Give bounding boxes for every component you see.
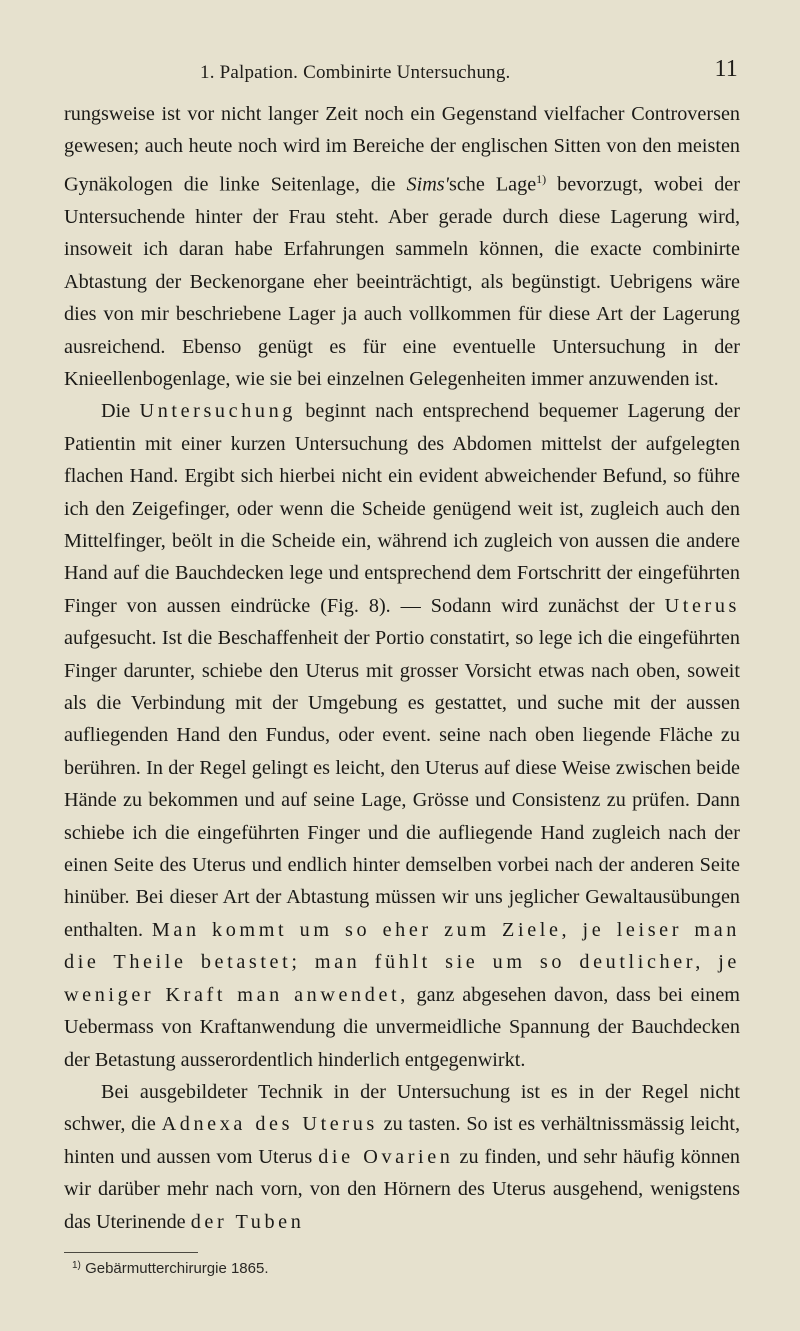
paragraph-2-lead: Die — [101, 400, 140, 423]
paragraph-1 — [64, 98, 740, 395]
emphasis-ovarien: die Ovarien — [318, 1145, 454, 1168]
sims-name: Sims' — [406, 173, 449, 196]
footnote-marker: 1) — [72, 1260, 81, 1271]
paragraph-1-text-b: sche Lage — [448, 173, 537, 196]
emphasis-tuben: der Tuben — [190, 1210, 305, 1233]
emphasis-adnexa: Adnexa des Uterus — [161, 1113, 378, 1136]
paragraph-2-text-a: beginnt nach entsprechend bequemer Lagerung der Patientin mit einer kurzen Untersuchung des Abdomen mittelst der aufgelegten flachen Hand. Ergibt sich hierbei nicht ein evident abweichender Befund, so führe ich den Zeigefinger, oder wenn die Scheide genügend weit ist, zugleich auch den Mittelfinger, beölt in die Scheide ein, während ich zugleich von aussen die andere Hand auf die Bauchdecken lege und entsprechend dem Fortschritt der eingeführten Finger von aussen eindrücke (Fig. 8). — Sodann wird zunächst der — [64, 400, 740, 617]
paragraph-1-text-c: bevorzugt, wobei der Untersuchende hinter der Frau steht. Aber gerade durch diese Lagerung wird, insoweit ich daran habe Erfahrungen sammeln können, die exacte combinirte Abtastung der Beckenorgane eher beeinträchtigt, als begünstigt. Uebrigens wäre dies von mir beschriebene Lager ja auch vollkommen für diese Art der Lagerung ausreichend. Ebenso genügt es für eine eventuelle Untersuchung in der Knieellenbogenlage, wie sie bei einzelnen Gelegenheiten immer anzuwenden ist. — [64, 173, 740, 390]
body-text — [64, 98, 740, 1238]
paragraph-3-text-a: zu tasten. So ist es verhältnissmässig leicht, hinten und aussen vom Uterus — [64, 1113, 741, 1168]
footnote — [72, 1260, 269, 1277]
paragraph-2-text-b: aufgesucht. Ist die Beschaffenheit der Portio constatirt, so lege ich die eingeführten Finger darunter, schiebe den Uterus mit grosser Vorsicht etwas nach oben, soweit als die Verbindung mit der Umgebung es gestattet, und suche mit der aussen aufliegenden Hand den Fundus, oder event. seine nach oben liegende Fläche zu berühren. In der Regel gelingt es leicht, den Uterus auf diese Weise zwischen beide Hände zu bekommen und auf seine Lage, Grösse und Consistenz zu prüfen. Dann schiebe ich die eingeführten Finger und die aufliegende Hand zugleich nach der einen Seite des Uterus und endlich hinter demselben vorbei nach der anderen Seite hinüber. Bei dieser Art der Abtastung müssen wir uns jeglicher Gewaltausübungen enthalten. — [64, 627, 740, 941]
page-number: 11 — [714, 56, 738, 82]
paragraph-1-text-a: rungsweise ist vor nicht langer Zeit noch ein Gegenstand vielfacher Controversen gewesen; auch heute noch wird im Bereiche der englischen Sitten von den meisten Gynäkologen die linke Seitenlage, die — [64, 103, 740, 196]
paragraph-2 — [64, 395, 740, 1076]
footnote-reference: 1) — [536, 171, 547, 186]
paragraph-3-text-b: zu finden, und sehr häufig können wir darüber mehr nach vorn, von den Hörnern des Uterus ausgehend, wenigstens das Uterinende — [64, 1145, 741, 1233]
paragraph-3 — [64, 1076, 740, 1238]
chapter-title: 1. Palpation. Combinirte Untersuchung. — [200, 62, 511, 83]
paragraph-2-text-c: ganz abgesehen davon, dass bei einem Uebermass von Kraftanwendung die unvermeidliche Spannung der Bauchdecken der Betastung ausserordentlich hinderlich entgegenwirkt. — [64, 983, 740, 1071]
emphasis-uterus: Uterus — [664, 594, 740, 617]
footnote-divider — [64, 1252, 198, 1253]
emphasis-principle: Man kommt um so eher zum Ziele, je leiser man die Theile betastet; man fühlt sie um so deutlicher, je weniger Kraft man anwendet, — [64, 918, 740, 1006]
emphasis-untersuchung: Untersuchung — [139, 400, 296, 423]
paragraph-3-lead: Bei ausgebildeter Technik in der Untersuchung ist es in der Regel nicht schwer, die — [64, 1080, 740, 1136]
footnote-text: Gebärmutterchirurgie 1865. — [85, 1260, 269, 1277]
